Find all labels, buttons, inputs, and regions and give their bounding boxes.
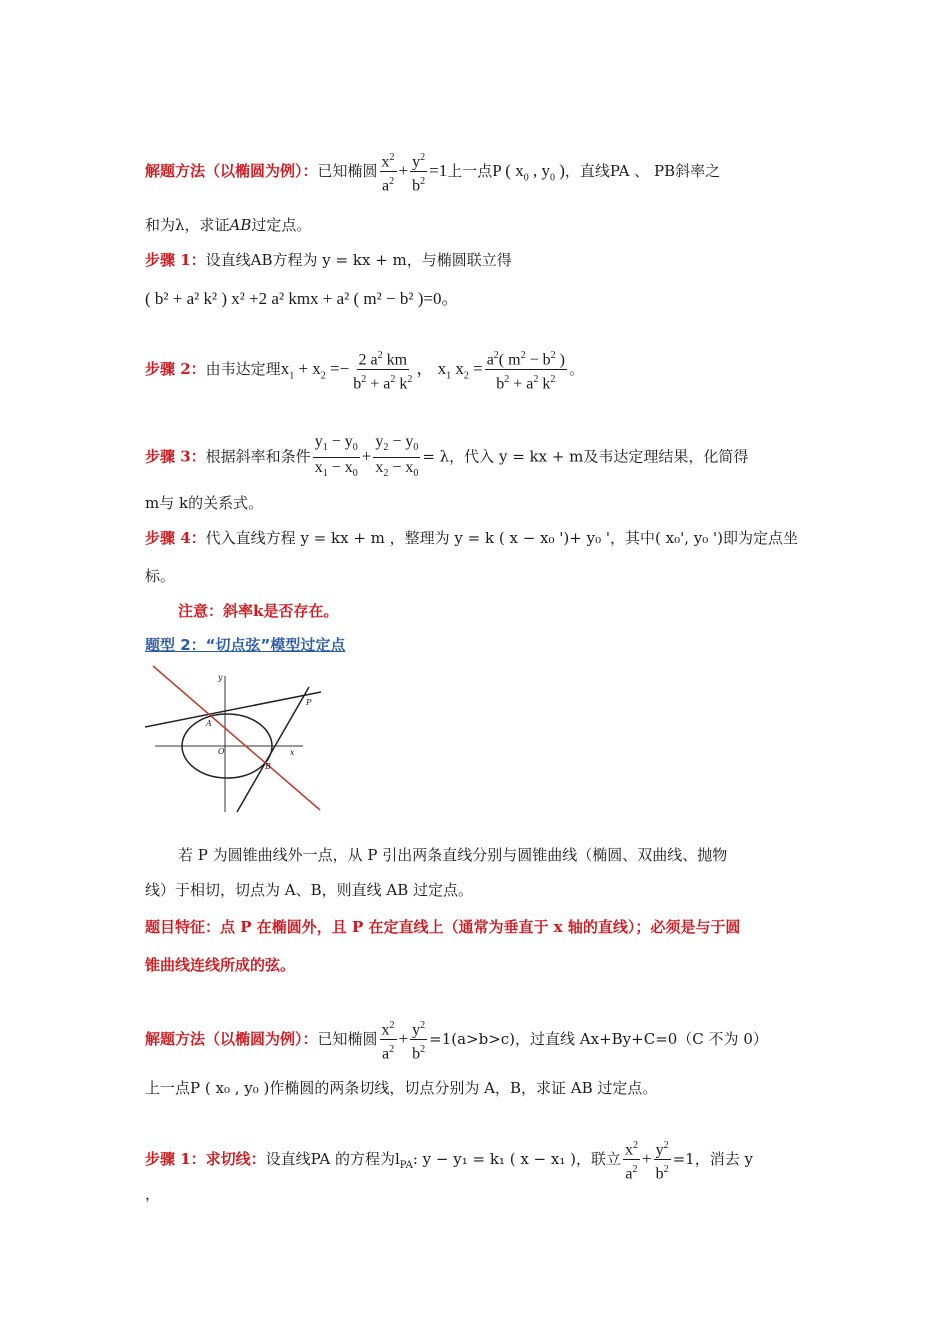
method-text-c: ，直线PA 、 PB斜率之 (564, 161, 721, 180)
step1-equation: ( b² + a² k² ) x² +2 a² kmx + a² ( m² − b² )=0。 (145, 289, 459, 308)
slope-frac-1: $\frac{y_1 - y_0}{x_1 - x_0}$ (314, 433, 358, 480)
tangent-line-pa (145, 692, 321, 727)
note: 注意：斜率k是否存在。 (178, 602, 339, 620)
method-label: 解题方法（以椭圆为例）： (145, 161, 318, 180)
slope-frac-2: $\frac{y_2 - y_0}{x_2 - x_0}$ (375, 433, 419, 480)
vieta-sum-frac: $\frac{2 a^2 km}{b^2 + a^2 k^2}$ (351, 346, 414, 394)
step2-1-line: 步骤 1：求切线：设直线PA 的方程为$l_{PA}$: y − y₁ = k₁ ( x − x₁ )，联立 $\frac{x^2}{a^2}$ + $\frac{y^2}{b^2}$ =1，消去 y (145, 1136, 753, 1184)
ellipse-x-term: $\frac{x^2}{a^2}$ (380, 148, 397, 196)
step3-line: 步骤 3：根据斜率和条件 $\frac{y_1 - y_0}{x_1 - x_0}$ + $\frac{y_2 - y_0}{x_2 - x_0}$ = λ，代入 y = kx + m及韦达定理结果，化简得 (145, 432, 748, 483)
vieta-product-frac: $\frac{a^2( m^2 - b^2 )}{b^2 + a^2 k^2}$ (485, 346, 567, 394)
chord-ab (153, 666, 320, 810)
step2-line: 步骤 2：由韦达定理$x_1 + x_2$ =− $\frac{2 a^2 km}{b^2 + a^2 k^2}$ ， $x_1$ $x_2$ = $\frac{a^2( m^2 - b^2 )}{b^2 + a^2 k^2}$ 。 (145, 346, 584, 394)
method-line-2: 和为λ，求证AB过定点。 (145, 216, 312, 234)
feature-2: 锥曲线连线所成的弦。 (145, 956, 296, 974)
label-o: O (218, 747, 225, 756)
method2-line-2: 上一点P ( x₀ , y₀ )作椭圆的两条切线，切点分别为 A，B，求证 AB 过定点。 (145, 1079, 658, 1097)
para-1: 若 P 为圆锥曲线外一点，从 P 引出两条直线分别与圆锥曲线（椭圆、双曲线、抛物 (178, 846, 728, 864)
method2-line-1: 解题方法（以椭圆为例）：已知椭圆 $\frac{x^2}{a^2}$ + $\frac{y^2}{b^2}$ =1(a>b>c)，过直线 Ax+By+C=0（C 不为 0） (145, 1016, 768, 1064)
step4-line: 步骤 4：代入直线方程 y = kx + m ，整理为 y = k ( x − x₀ ')+ y₀ '，其中( x₀', y₀ ')即为定点坐 (145, 529, 798, 547)
step3-line-2: m与 k的关系式。 (145, 494, 264, 512)
section2-heading: 题型 2：“切点弦”模型过定点 (145, 636, 346, 654)
label-b: B (265, 762, 271, 771)
label-p: P (306, 698, 312, 707)
method-text-a: 已知椭圆 (317, 161, 378, 180)
ellipse-y-term: $\frac{y^2}{b^2}$ (410, 148, 427, 196)
label-a: A (206, 719, 212, 728)
tangent-line-pb (237, 687, 309, 812)
step4-line-2: 标。 (145, 567, 176, 585)
method-text-b: 上一点 (447, 161, 493, 180)
method-line-1: 解题方法（以椭圆为例）：已知椭圆 $\frac{x^2}{a^2}$ + $\frac{y^2}{b^2}$ =1上一点P ( $x_0$ , $y_0$ )，直线PA 、 PB斜率之 (145, 148, 720, 196)
label-x: x (290, 748, 295, 757)
tangent-chord-figure (145, 662, 325, 817)
label-y: y (218, 673, 223, 682)
para-2: 线）于相切，切点为 A、B，则直线 AB 过定点。 (145, 881, 474, 899)
feature-1: 题目特征：点 P 在椭圆外，且 P 在定直线上（通常为垂直于 x 轴的直线）；必须是与于圆 (145, 918, 741, 936)
step1-line: 步骤 1：设直线AB方程为 y = kx + m，与椭圆联立得 (145, 251, 512, 269)
step2-1-tail: ， (145, 1185, 161, 1203)
